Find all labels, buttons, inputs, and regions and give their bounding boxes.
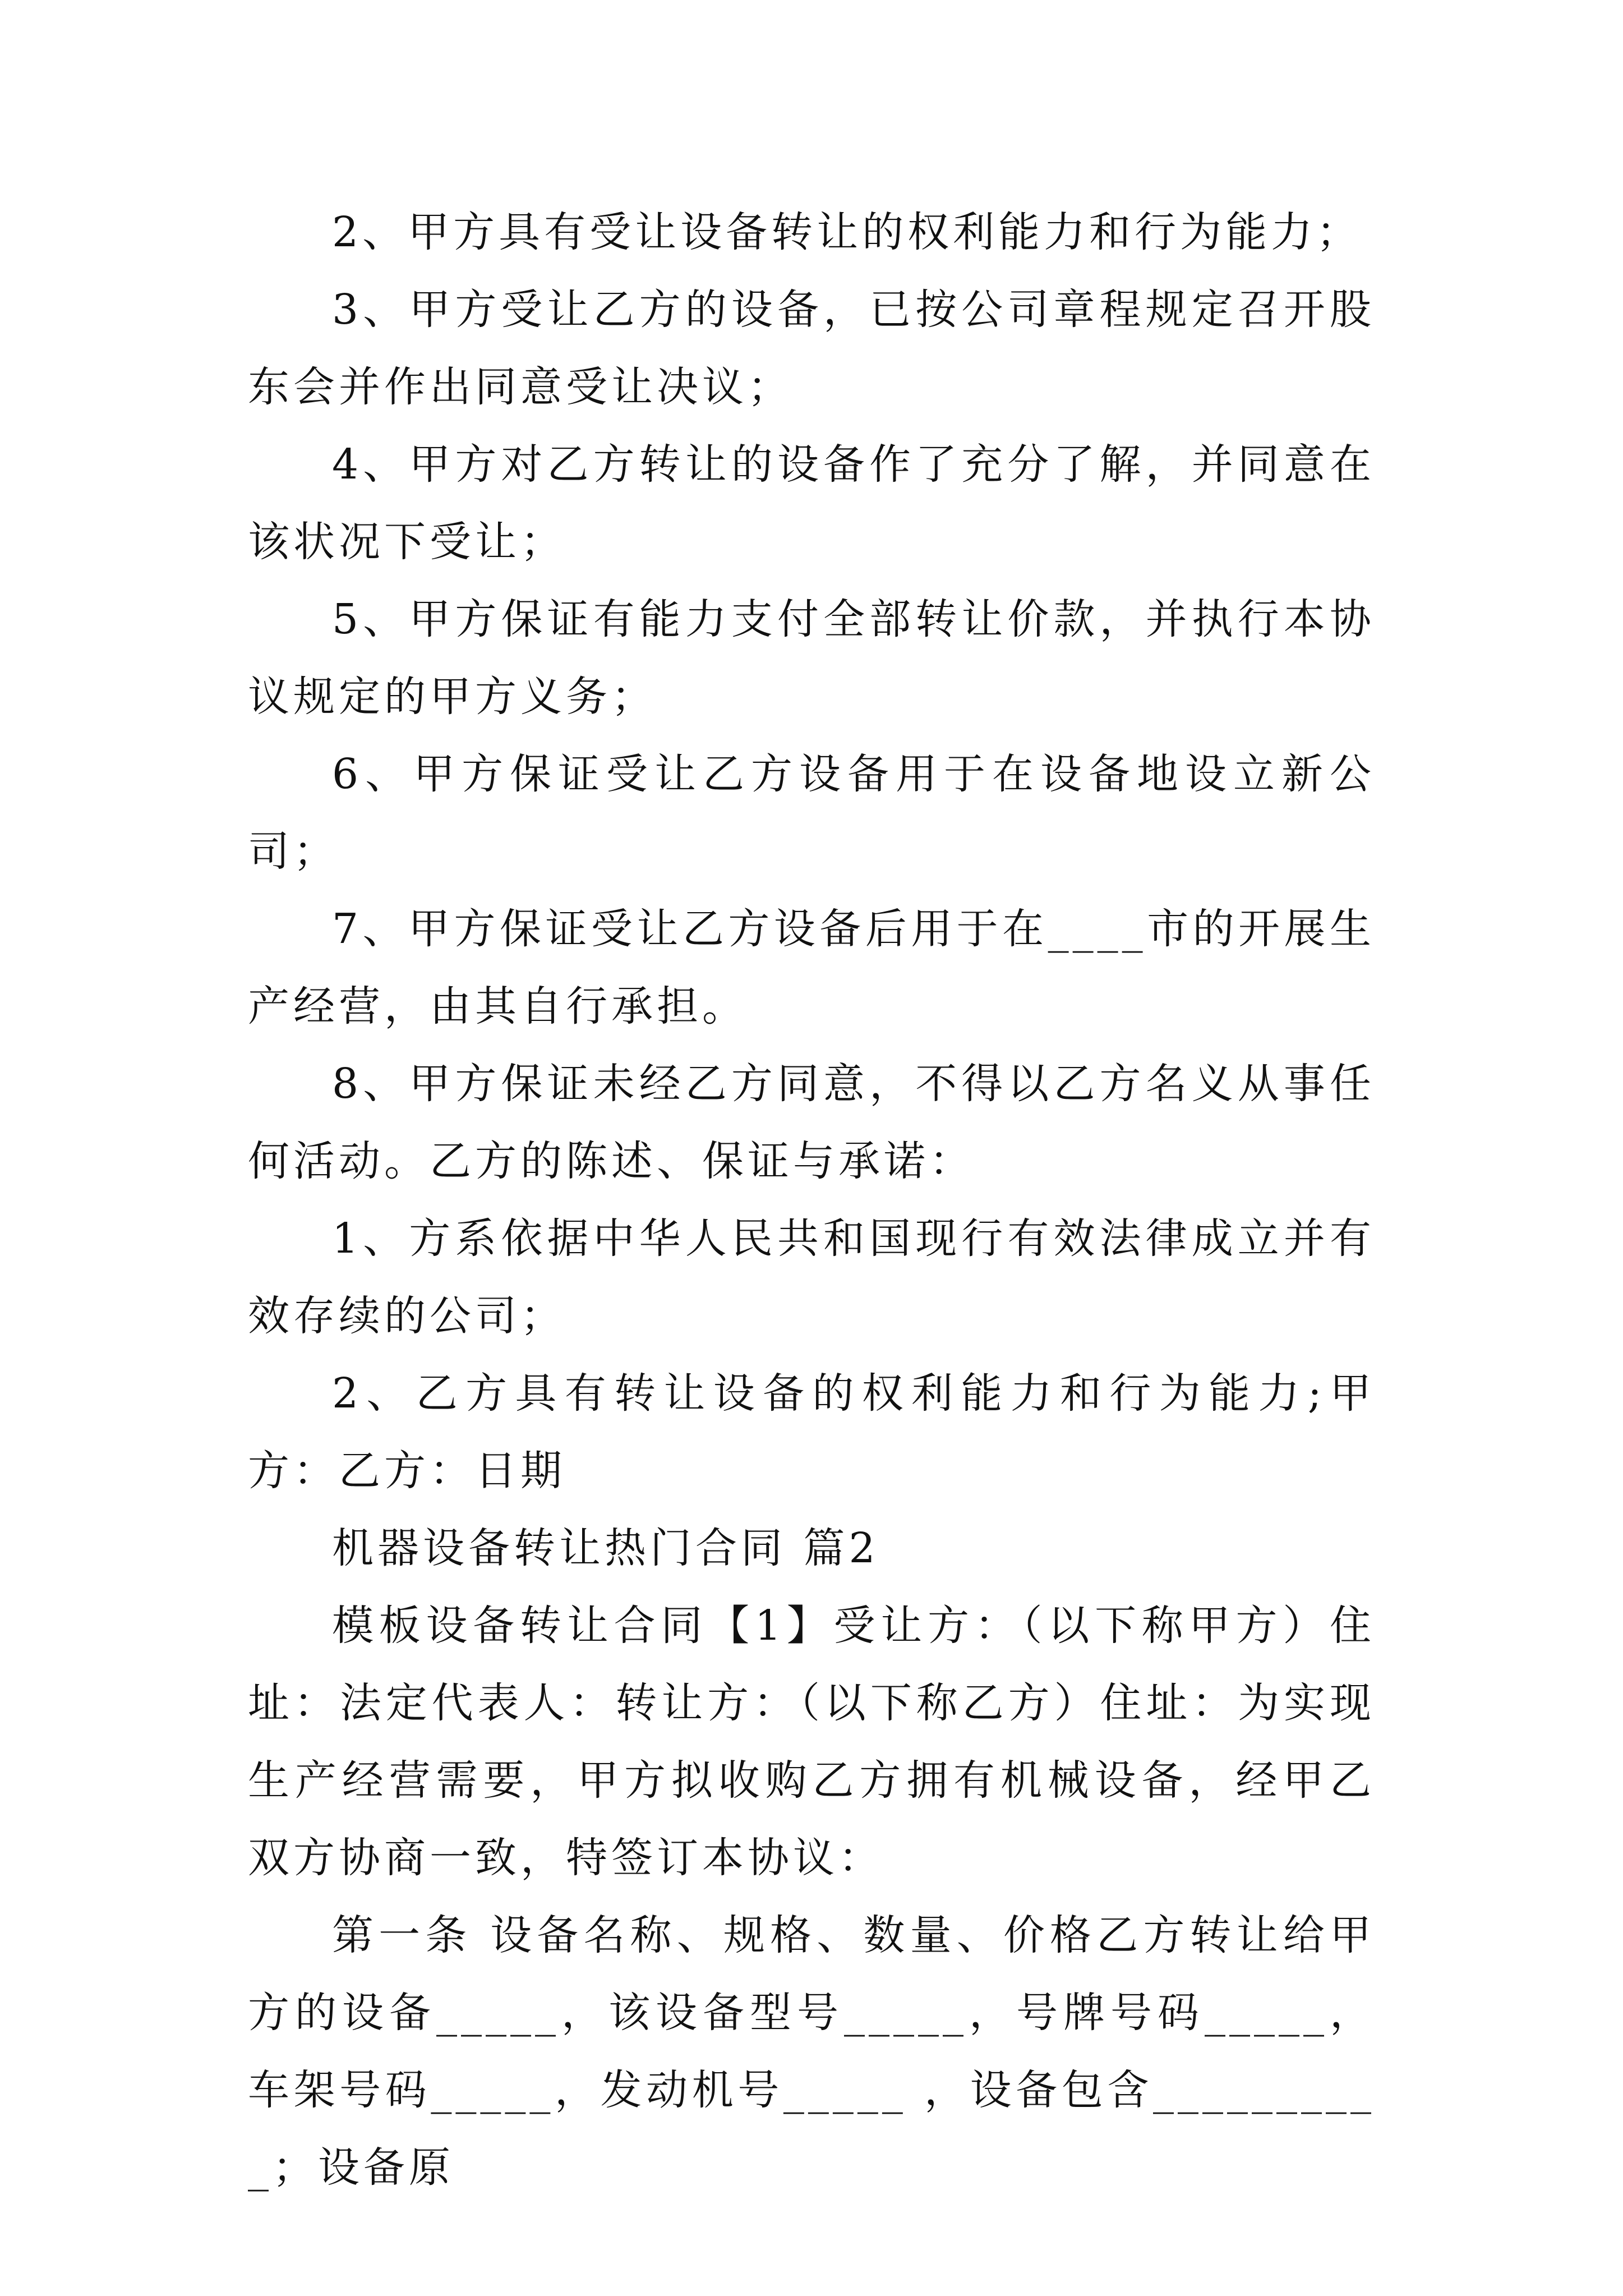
document-body <box>248 194 1375 2206</box>
clause-a6-new-company: 6、甲方保证受让乙方设备用于在设备地设立新公司； <box>248 750 1375 876</box>
article-one-equipment: 第一条 设备名称、规格、数量、价格乙方转让给甲方的设备_____，该设备型号_____，号牌号码_____，车架号码_____，发动机号_____ ，设备包含__________；设备原 <box>248 1911 1375 2192</box>
clause-a5-payment: 5、甲方保证有能力支付全部转让价款，并执行本协议规定的甲方义务； <box>248 595 1375 721</box>
section-heading: 机器设备转让热门合同 篇2 <box>332 1524 879 1572</box>
clause-a7-operation: 7、甲方保证受让乙方设备后用于在____市的开展生产经营，由其自行承担。 <box>248 905 1375 1030</box>
clause-b1-company: 1、方系依据中华人民共和国现行有效法律成立并有效存续的公司； <box>248 1214 1375 1340</box>
clause-a3-shareholder-resolution: 3、甲方受让乙方的设备，已按公司章程规定召开股东会并作出同意受让决议； <box>248 286 1375 411</box>
clause-a4-equipment-status: 4、甲方对乙方转让的设备作了充分了解，并同意在该状况下受让； <box>248 440 1375 566</box>
clause-a8-consent: 8、甲方保证未经乙方同意，不得以乙方名义从事任何活动。乙方的陈述、保证与承诺： <box>248 1060 1375 1185</box>
contract-preamble: 模板设备转让合同【1】受让方：（以下称甲方）住址：法定代表人：转让方：（以下称乙方）住址：为实现生产经营需要，甲方拟收购乙方拥有机械设备，经甲乙双方协商一致，特签订本协议： <box>248 1602 1375 1882</box>
clause-a2-capacity: 2、甲方具有受让设备转让的权利能力和行为能力； <box>332 208 1362 256</box>
clause-b2-capacity-signature: 2、乙方具有转让设备的权利能力和行为能力;甲方：乙方：日期 <box>248 1369 1375 1495</box>
